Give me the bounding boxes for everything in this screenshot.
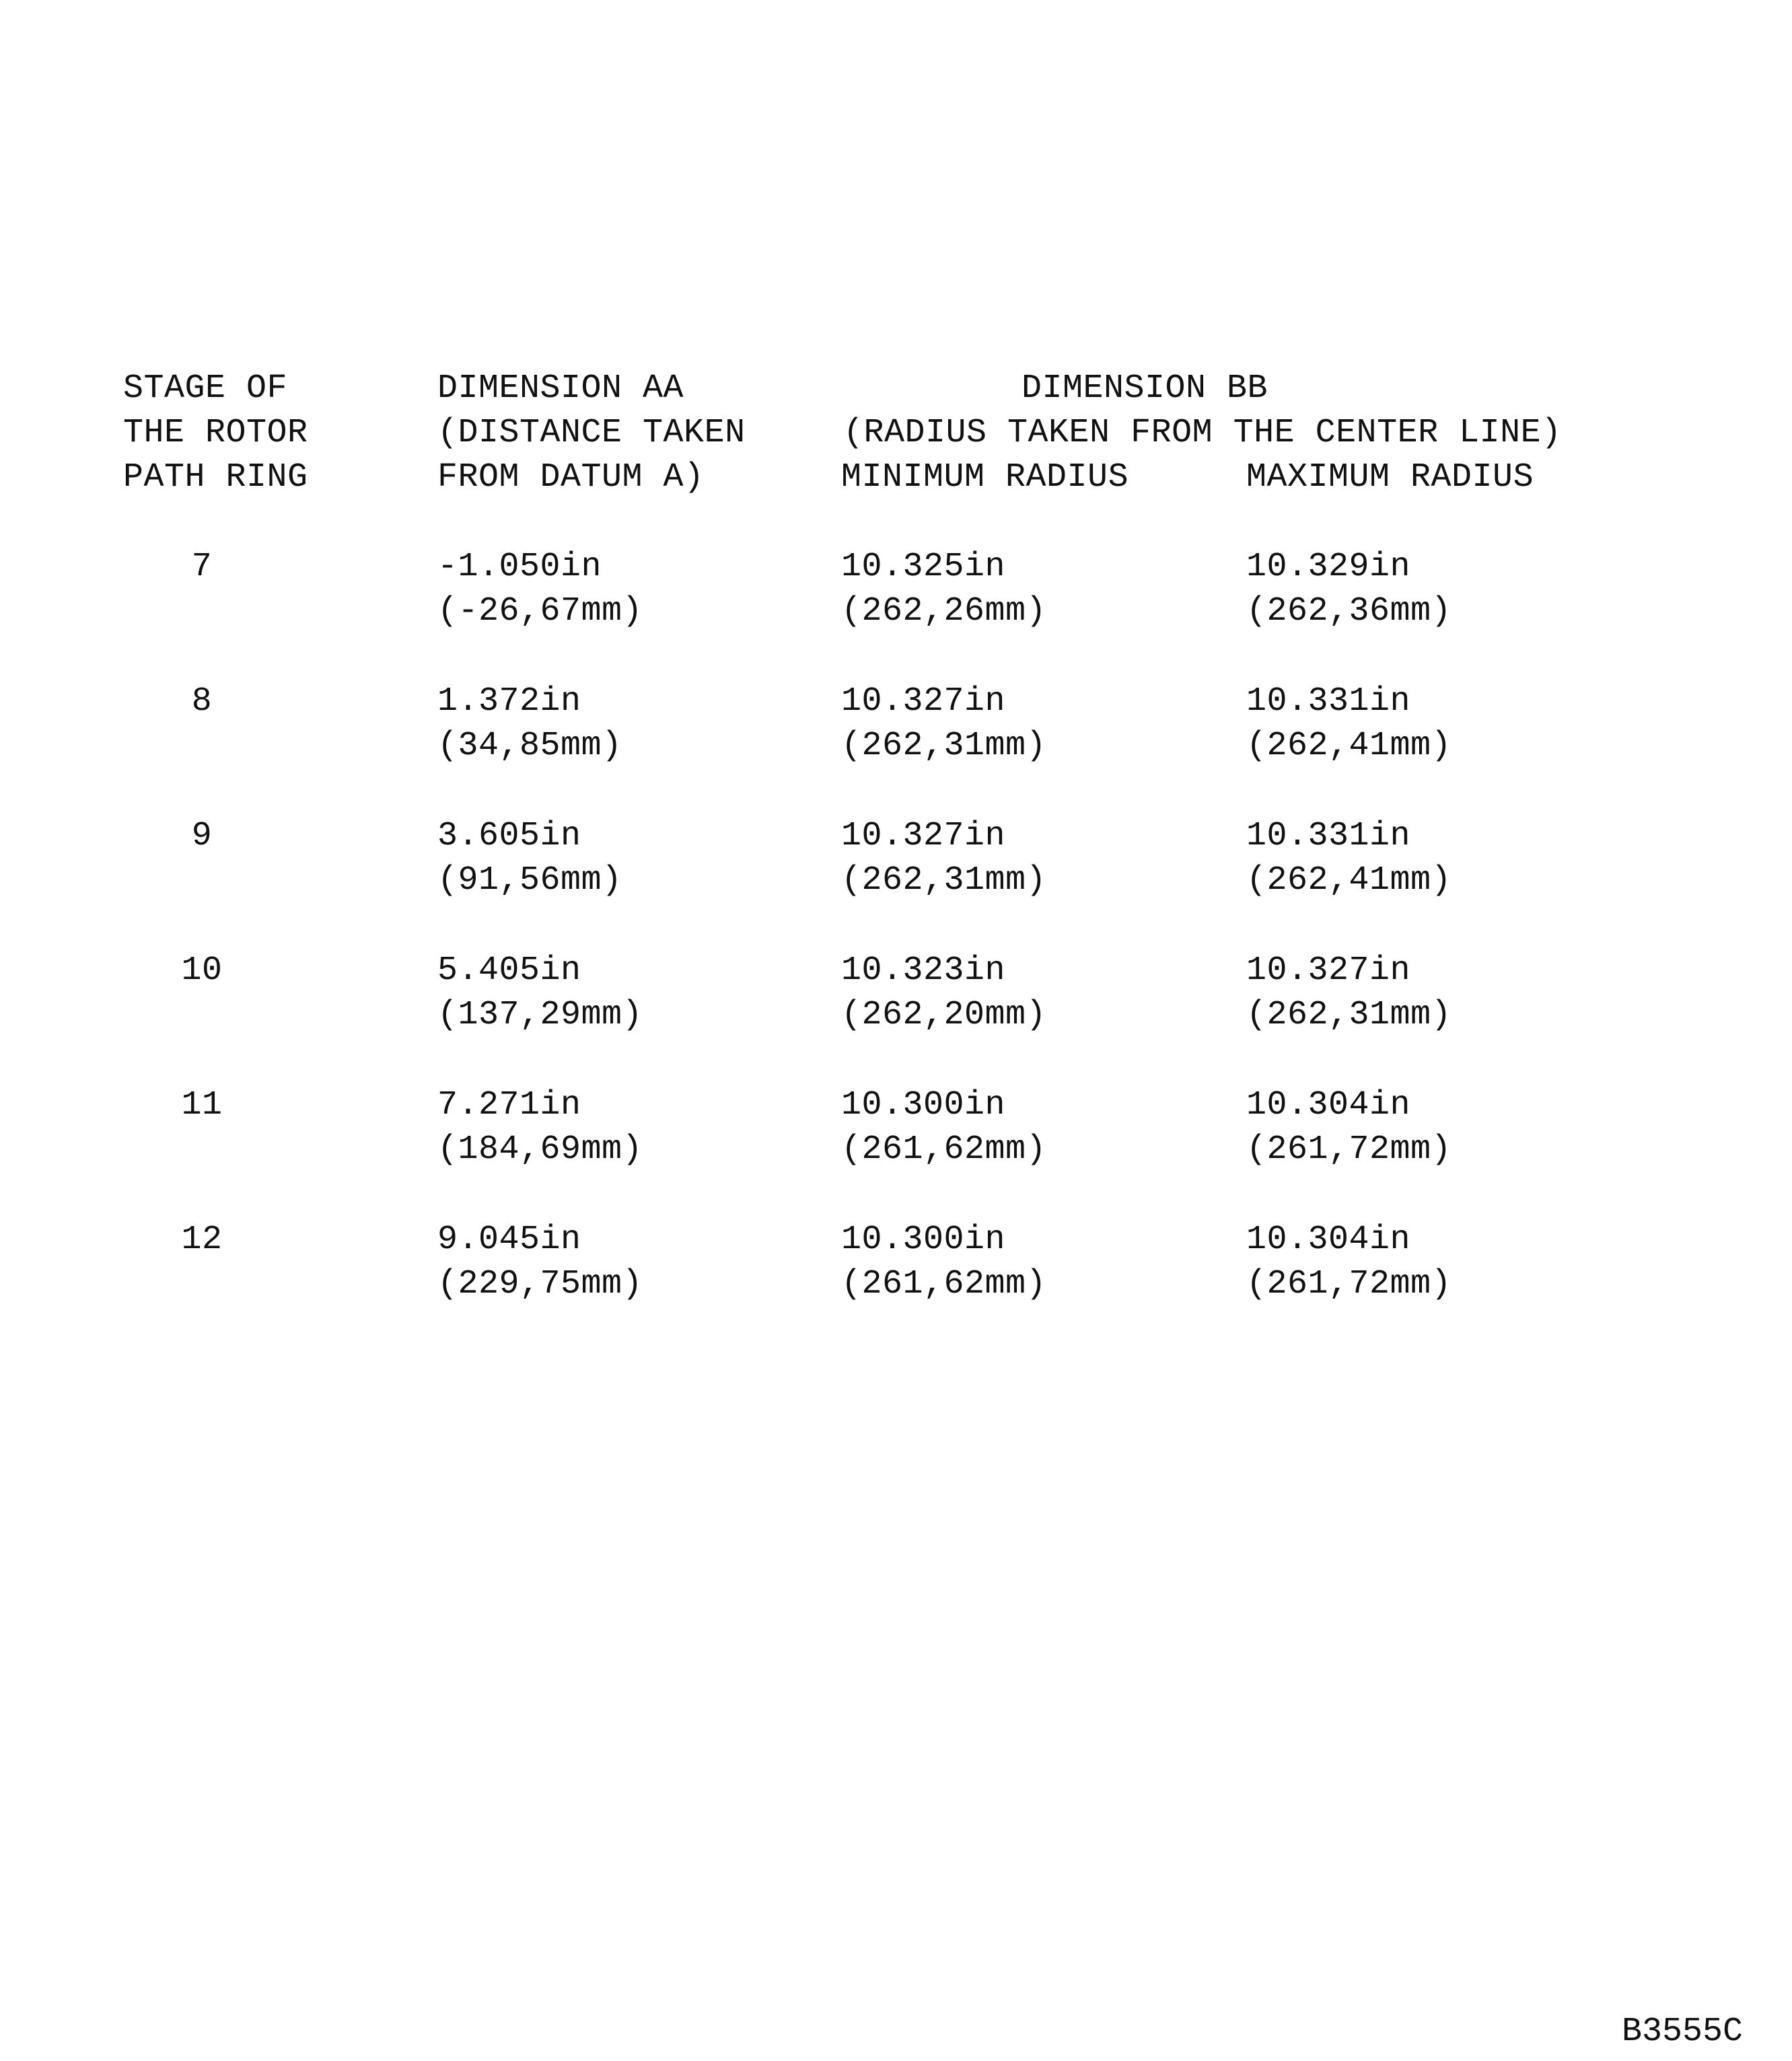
row-stage: 10 [181,951,223,990]
row-aa-mm: (137,29mm) [437,996,643,1034]
row-min-mm: (262,31mm) [841,861,1047,900]
row-max-mm: (262,41mm) [1246,727,1452,765]
header-bb-subtitle: (RADIUS TAKEN FROM THE CENTER LINE) [843,414,1562,452]
row-max-in: 10.331in [1246,817,1411,855]
row-min-in: 10.300in [841,1086,1006,1124]
row-min-mm: (262,26mm) [841,592,1047,630]
row-stage: 12 [181,1221,223,1259]
row-aa-in: 7.271in [437,1086,581,1124]
header-bb-title: DIMENSION BB [1022,369,1268,408]
row-min-in: 10.327in [841,817,1006,855]
row-max-mm: (261,72mm) [1246,1265,1452,1303]
row-max-in: 10.304in [1246,1221,1411,1259]
row-min-in: 10.300in [841,1221,1006,1259]
row-aa-in: 5.405in [437,951,581,990]
row-aa-in: 9.045in [437,1221,581,1259]
row-max-mm: (262,41mm) [1246,861,1452,900]
row-min-in: 10.327in [841,682,1006,721]
header-min-radius: MINIMUM RADIUS [841,458,1129,497]
header-stage-line-2: THE ROTOR [123,414,308,452]
row-stage: 8 [191,682,213,721]
row-stage: 7 [191,548,213,586]
row-max-mm: (262,31mm) [1246,996,1452,1034]
row-aa-mm: (-26,67mm) [437,592,643,630]
row-min-mm: (262,20mm) [841,996,1047,1034]
row-aa-mm: (91,56mm) [437,861,622,900]
row-aa-mm: (34,85mm) [437,727,622,765]
row-aa-mm: (229,75mm) [437,1265,643,1303]
row-max-in: 10.331in [1246,682,1411,721]
row-min-mm: (261,62mm) [841,1265,1047,1303]
row-stage: 9 [191,817,213,855]
header-aa-line-2: (DISTANCE TAKEN [437,414,746,452]
row-aa-mm: (184,69mm) [437,1130,643,1169]
row-max-in: 10.329in [1246,548,1411,586]
row-min-in: 10.323in [841,951,1006,990]
row-min-in: 10.325in [841,548,1006,586]
header-aa-line-1: DIMENSION AA [437,369,684,408]
row-aa-in: -1.050in [437,548,602,586]
header-stage-line-1: STAGE OF [123,369,288,408]
row-aa-in: 3.605in [437,817,581,855]
header-stage-line-3: PATH RING [123,458,308,497]
row-max-mm: (262,36mm) [1246,592,1452,630]
row-max-in: 10.327in [1246,951,1411,990]
row-min-mm: (262,31mm) [841,727,1047,765]
row-max-mm: (261,72mm) [1246,1130,1452,1169]
header-max-radius: MAXIMUM RADIUS [1246,458,1534,497]
row-aa-in: 1.372in [437,682,581,721]
figure-reference-id: B3555C [1622,2013,1744,2051]
row-stage: 11 [181,1086,223,1124]
row-min-mm: (261,62mm) [841,1130,1047,1169]
header-aa-line-3: FROM DATUM A) [437,458,705,497]
row-max-in: 10.304in [1246,1086,1411,1124]
